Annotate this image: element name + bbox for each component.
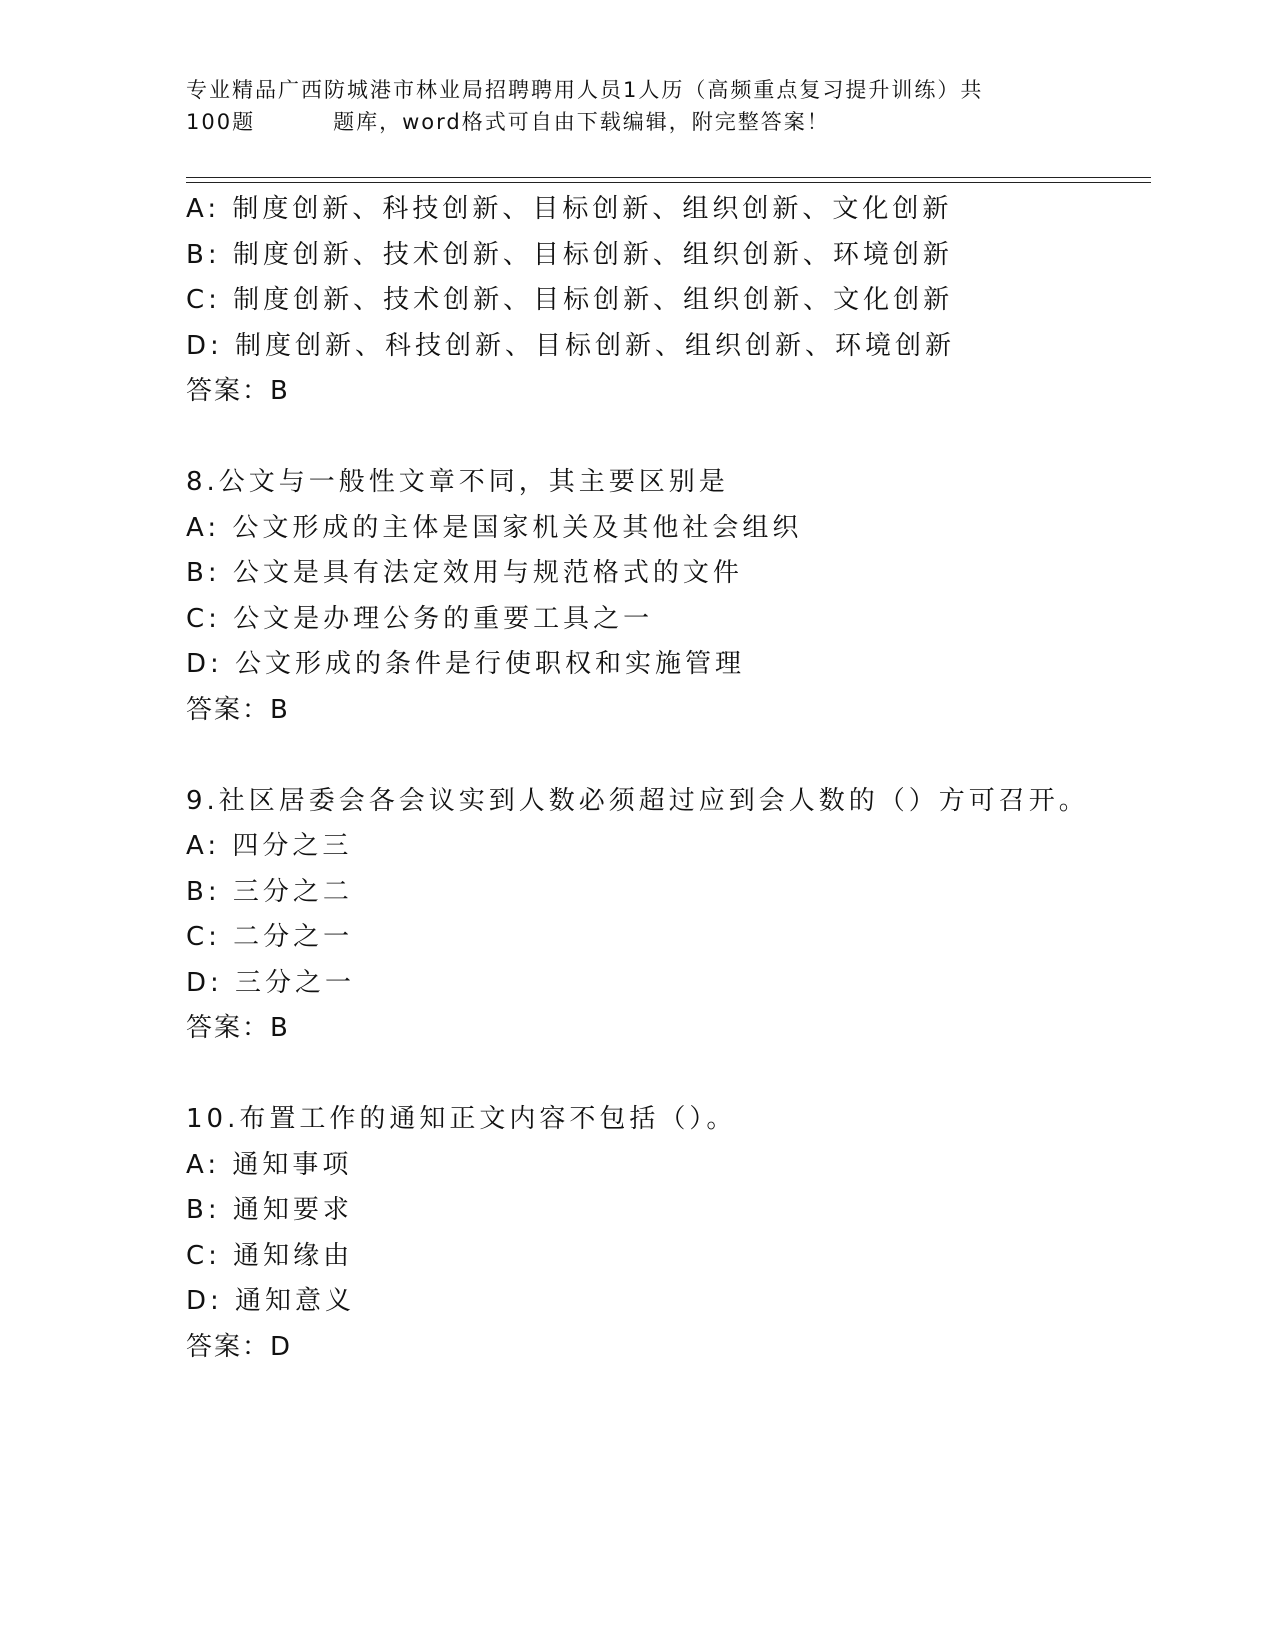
question-8-option-b: B: 公文是具有法定效用与规范格式的文件 (186, 558, 743, 588)
header-gap (255, 106, 333, 138)
header-title-line-1: 专业精品广西防城港市林业局招聘聘用人员1人历（高频重点复习提升训练）共 (186, 78, 984, 102)
question-8-block (186, 460, 1146, 733)
question-9-option-d: D: 三分之一 (186, 967, 356, 998)
document-body (186, 187, 1146, 1370)
question-7-option-b: B: 制度创新、技术创新、目标创新、组织创新、环境创新 (186, 239, 953, 270)
question-9-option-b: B: 三分之二 (186, 876, 353, 907)
question-10-stem: 10.布置工作的通知正文内容不包括（）。 (186, 1104, 737, 1134)
document-header (186, 74, 1066, 138)
header-description: 题库，word格式可自由下载编辑，附完整答案！ (333, 110, 830, 134)
block-spacer (186, 1052, 1146, 1098)
question-7-block (186, 187, 1146, 415)
question-8-stem: 8.公文与一般性文章不同，其主要区别是 (186, 467, 729, 497)
question-10-option-b: B: 通知要求 (186, 1195, 353, 1225)
question-10-option-c: C: 通知缘由 (186, 1240, 354, 1271)
question-9-block (186, 779, 1146, 1052)
header-divider-bottom (186, 182, 1151, 183)
question-8-option-d: D: 公文形成的条件是行使职权和实施管理 (186, 649, 746, 679)
block-spacer (186, 733, 1146, 779)
question-7-option-c: C: 制度创新、技术创新、目标创新、组织创新、文化创新 (186, 285, 954, 315)
block-spacer (186, 415, 1146, 461)
question-8-option-a: A: 公文形成的主体是国家机关及其他社会组织 (186, 512, 803, 543)
header-title-line-2 (186, 106, 1066, 138)
question-10-option-a: A: 通知事项 (186, 1149, 353, 1180)
header-divider-top (186, 177, 1151, 178)
header-question-count: 100题 (186, 110, 256, 134)
question-10-block (186, 1097, 1146, 1370)
question-10-option-d: D: 通知意义 (186, 1286, 356, 1316)
question-10-answer: 答案：D (186, 1331, 293, 1362)
question-9-option-c: C: 二分之一 (186, 922, 354, 952)
question-7-option-a: A: 制度创新、科技创新、目标创新、组织创新、文化创新 (186, 194, 953, 224)
question-9-stem: 9.社区居委会各会议实到人数必须超过应到会人数的（）方可召开。 (186, 785, 1089, 816)
question-9-option-a: A: 四分之三 (186, 831, 353, 861)
question-7-answer: 答案：B (186, 376, 290, 406)
question-7-option-d: D: 制度创新、科技创新、目标创新、组织创新、环境创新 (186, 330, 956, 361)
question-9-answer: 答案：B (186, 1013, 290, 1043)
question-8-option-c: C: 公文是办理公务的重要工具之一 (186, 603, 654, 634)
question-8-answer: 答案：B (186, 694, 290, 725)
